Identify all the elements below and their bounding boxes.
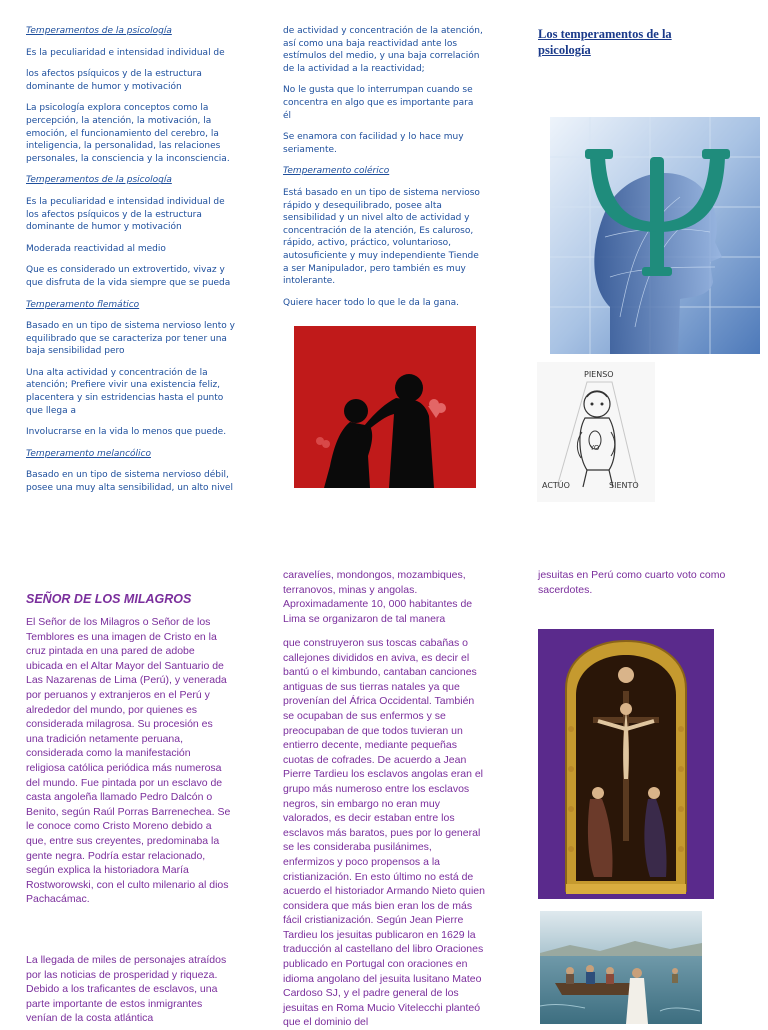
top-col1-paragraph-5: Es la peculiaridad e intensidad individual de los afectos psíquicos y de la estructura dominante de humor y motivación [26,196,225,233]
top-col1-paragraph-13: Basado en un tipo de sistema nervioso débil, posee una muy alta sensibilidad, un alto nivel [26,470,233,494]
top-col1-paragraph-1: Es la peculiaridad e intensidad individual de [26,47,225,58]
sketch-label-mid: YO [590,444,600,452]
bottom-col2-paragraph-1: caravelíes, mondongos, mozambiques, terranovos, minas y angolas. Aproximadamente 10, 000 habitantes de Lima se organizaron de tal manera [283,569,473,625]
top-col1-paragraph-7: Que es considerado un extrovertido, vivaz y que disfruta de la vida siempre que se pueda [26,265,231,288]
couple-silhouette-image [294,326,476,488]
bottom-col2-paragraph-2: que construyeron sus toscas cabañas o callejones divididos en aviva, es decir el bantú o el kimbundo, cantaban canciones antiguas de sus tierras natales ya que provenían del África Occidental. También se ocupaban de sus enfermos y se preocupaban de que todos tuvieran un entierro decente, mediante pequeñas cuotas de cofrades. De acuerdo a Jean Pierre Tardieu los esclavos angolas eran el grupo más numeroso entre los esclavos negros, sin embargo no eran muy valorados, es decir estaban entre los esclavos más baratos, pues por lo general se les consideraba pusilánimes, enfermizos y poco propensos a la cristianización. En esto último no está de acuerdo el historiador Armando Nieto quien considera que más bien eran los de más fácil cristianización. Según Jean Pierre Tardieu los jesuitas publicaron en 1629 la traducción al castellano del libro Oraciones publicado en Portugal con oraciones en idioma angolano del jesuita lusitano Mateo Cardoso SJ, y el padre general de los jesuitas en Roma Mucio Vitelecchi planteó que el dominio del [283,637,485,1029]
top-column-1 [26,25,238,504]
sketch-label-top: PIENSO [584,370,614,379]
senor-milagros-title: SEÑOR DE LOS MILAGROS [26,592,192,606]
bottom-col3-text: jesuitas en Perú como cuarto voto como sacerdotes. [538,569,726,596]
top-col1-heading-4: Temperamentos de la psicología [26,175,172,186]
top-col2-paragraph-2: Se enamora con facilidad y lo hace muy seriamente. [283,132,464,155]
bottom-col1-paragraph-2: La llegada de miles de personajes atraídos por las noticias de prosperidad y riqueza. Debido a los traficantes de esclavos, una parte importante de estos inmigrantes venían de la costa atlántica [26,954,227,1025]
top-column-2 [283,25,483,318]
top-col1-paragraph-11: Involucrarse en la vida lo menos que puede. [26,427,227,438]
sketch-label-left: ACTÚO [542,481,570,490]
top-col1-heading-8: Temperamento flemático [26,299,140,310]
top-col1-paragraph-2: los afectos psíquicos y de la estructura dominante de humor y motivación [26,69,202,92]
sketch-figure-image [537,362,655,502]
top-col1-paragraph-6: Moderada reactividad al medio [26,243,166,254]
sketch-label-right: SIENTO [609,481,639,490]
top-col2-paragraph-1: No le gusta que lo interrumpan cuando se concentra en algo que es importante para él [283,85,474,121]
top-col1-paragraph-9: Basado en un tipo de sistema nervioso lento y equilibrado que se caracteriza por tener una baja sensibilidad pero [26,321,235,357]
psychology-page-title: Los temperamentos de la psicología [538,27,672,57]
top-col1-paragraph-10: Una alta actividad y concentración de la atención; Prefiere vivir una existencia feliz, placentera y sin estridencias hasta el punto que llega a [26,367,224,416]
jesus-boat-image [540,911,702,1024]
top-col2-paragraph-5: Quiere hacer todo lo que le da la gana. [283,297,459,308]
psi-head-image [550,117,760,354]
top-col1-paragraph-3: La psicología explora conceptos como la percepción, la atención, la motivación, la emoción, el funcionamiento del cerebro, la inteligencia, la personalidad, las relaciones personales, la consciencia y la inconsciencia. [26,103,230,164]
top-col1-heading-12: Temperamento melancólico [26,448,151,459]
bottom-col1-paragraph-1: El Señor de los Milagros o Señor de los Temblores es una imagen de Cristo en la cruz pintada en una pared de adobe ubicada en el Altar Mayor del Santuario de Las Nazarenas de Lima (Perú), y venerada por peruanos y extranjeros en el Perú y alrededor del mundo, por quienes es considerada milagrosa. Su procesión es una tradición netamente peruana, considerada como la manifestación religiosa católica periódica más numerosa del mundo. Fue pintada por un esclavo de casta angoleña llamado Pedro Dalcón o Benito, según Raúl Porras Barrenechea. Se le conoce como Cristo Moreno debido a que, entre sus creyentes, predominaba la gente negra. Podría estar relacionado, según explica la historiadora María Rostworowski, con el culto milenario al dios Pachacámac. [26,616,231,906]
top-col2-paragraph-4: Está basado en un tipo de sistema nervioso rápido y desequilibrado, posee alta sensibilidad y un nivel alto de actividad y concentración de la atención, Es caluroso, rápido, activo, práctico, voluntarioso, autosuficiente y muy independiente Tiende a ser Manipulador, pero también es muy intolerante. [283,187,480,287]
senor-milagros-image [538,629,714,899]
top-col1-heading-0: Temperamentos de la psicología [26,26,172,36]
top-col2-paragraph-0: de actividad y concentración de la atención, así como una baja reactividad ante los estímulos del medio, y una baja correlación de la actividad a la reactividad; [283,26,483,74]
top-col2-heading-3: Temperamento colérico [283,166,390,177]
